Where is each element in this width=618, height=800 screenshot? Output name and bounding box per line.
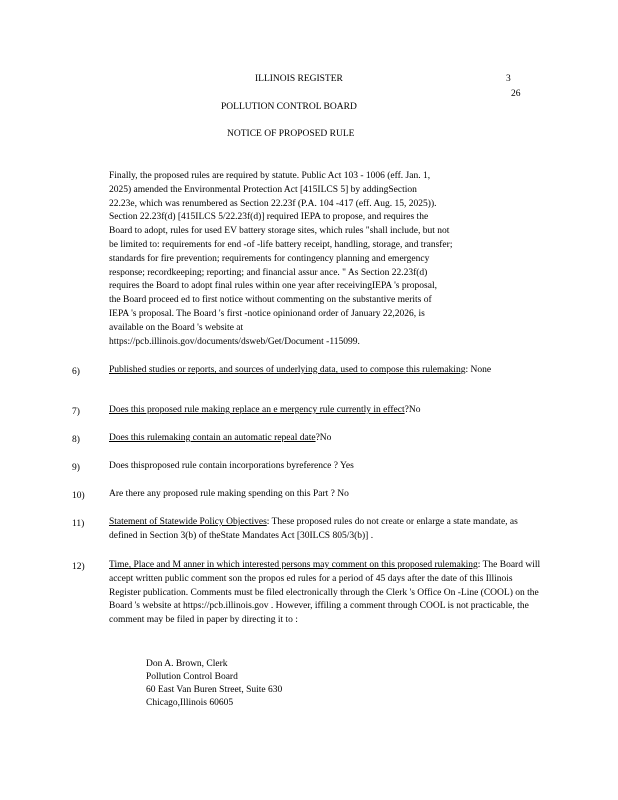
intro-line: Board to adopt, rules for used EV battery storage sites, which rules "shall include, but not <box>109 226 450 237</box>
item-8 <box>109 432 331 446</box>
page-number: 3 <box>506 74 511 84</box>
intro-line: available on the Board 's website at <box>109 322 244 333</box>
intro-line: standards for fire prevention; requirements for contingency planning and emergency <box>109 253 430 264</box>
intro-line: response; recordkeeping; reporting; and financial assur ance. " As Section 22.23f(d) <box>109 267 428 278</box>
item-12-text: : The Board will accept written public comment son the propos ed rules for a period of 45 days after the date of this Illinois Register publication. Comments must be filed electronically through the Clerk 's Office On -Line (COOL) on the Board 's website at https://pcb.illinois.gov . However, iffiling a comment through COOL is not practicable, the comment may be filed in paper by directing it to : <box>109 560 541 626</box>
item-number: 7) <box>72 407 80 417</box>
item-7 <box>109 404 420 418</box>
notice-title: NOTICE OF PROPOSED RULE <box>227 129 355 139</box>
item-number: 8) <box>72 435 80 445</box>
item-number: 10) <box>72 491 85 501</box>
item-9-text: Does thisproposed rule contain incorporations byreference ? Yes <box>109 461 354 471</box>
item-7-heading: Does this proposed rule making replace an e mergency rule currently in effect <box>109 405 405 415</box>
item-11 <box>109 516 539 544</box>
item-10-text: Are there any proposed rule making spending on this Part ? No <box>109 489 349 499</box>
item-12 <box>109 559 541 628</box>
clerk-address <box>146 658 282 710</box>
intro-line: IEPA 's proposal. The Board 's first -notice opinionand order of January 22,2026, is <box>109 308 425 319</box>
item-10 <box>109 488 349 502</box>
item-number: 11) <box>72 519 85 529</box>
agency-title: POLLUTION CONTROL BOARD <box>221 102 357 112</box>
item-6-heading: Published studies or reports, and sources of underlying data, used to compose this rulemaking <box>109 365 466 375</box>
item-8-answer: ?No <box>315 433 332 443</box>
item-8-heading: Does this rulemaking contain an automatic repeal date <box>109 433 316 443</box>
item-11-heading: Statement of Statewide Policy Objectives <box>109 517 267 527</box>
intro-paragraph <box>109 170 539 349</box>
item-12-heading: Time, Place and M anner in which interested persons may comment on this proposed rulemaking <box>109 560 478 570</box>
page-sub-number: 26 <box>511 89 521 99</box>
item-number: 12) <box>72 562 85 572</box>
address-line: 60 East Van Buren Street, Suite 630 <box>146 685 283 695</box>
register-title: ILLINOIS REGISTER <box>255 74 343 84</box>
item-number: 6) <box>72 367 80 377</box>
intro-line: https://pcb.illinois.gov/documents/dsweb/Get/Document -115099. <box>109 336 360 347</box>
intro-line: Finally, the proposed rules are required by statute. Public Act 103 - 1006 (eff. Jan. 1, <box>109 171 431 181</box>
intro-line: 22.23e, which was renumbered as Section 22.23f (P.A. 104 -417 (eff. Aug. 15, 2025)). <box>109 198 437 209</box>
address-line: Pollution Control Board <box>146 672 238 682</box>
item-7-answer: ?No <box>404 405 421 415</box>
item-number: 9) <box>72 463 80 473</box>
intro-line: Section 22.23f(d) [415ILCS 5/22.23f(d)] required IEPA to propose, and requires the <box>109 212 429 223</box>
item-9 <box>109 460 354 474</box>
intro-line: be limited to: requirements for end -of -life battery receipt, handling, storage, and transfer; <box>109 239 453 250</box>
item-6-answer: : None <box>465 365 492 375</box>
item-11-text: : These proposed rules do not create or enlarge a state mandate, as defined in Section 3(b) of theState Mandates Act [30ILCS 805/3(b)] . <box>109 517 518 541</box>
address-line: Chicago,Illinois 60605 <box>146 698 234 708</box>
intro-line: 2025) amended the Environmental Protection Act [415ILCS 5] by addingSection <box>109 184 417 195</box>
intro-line: the Board proceed ed to first notice without commenting on the substantive merits of <box>109 295 432 306</box>
intro-line: requires the Board to adopt final rules within one year after receivingIEPA 's proposal, <box>109 281 437 292</box>
address-line: Don A. Brown, Clerk <box>146 659 228 669</box>
item-6 <box>109 364 509 378</box>
